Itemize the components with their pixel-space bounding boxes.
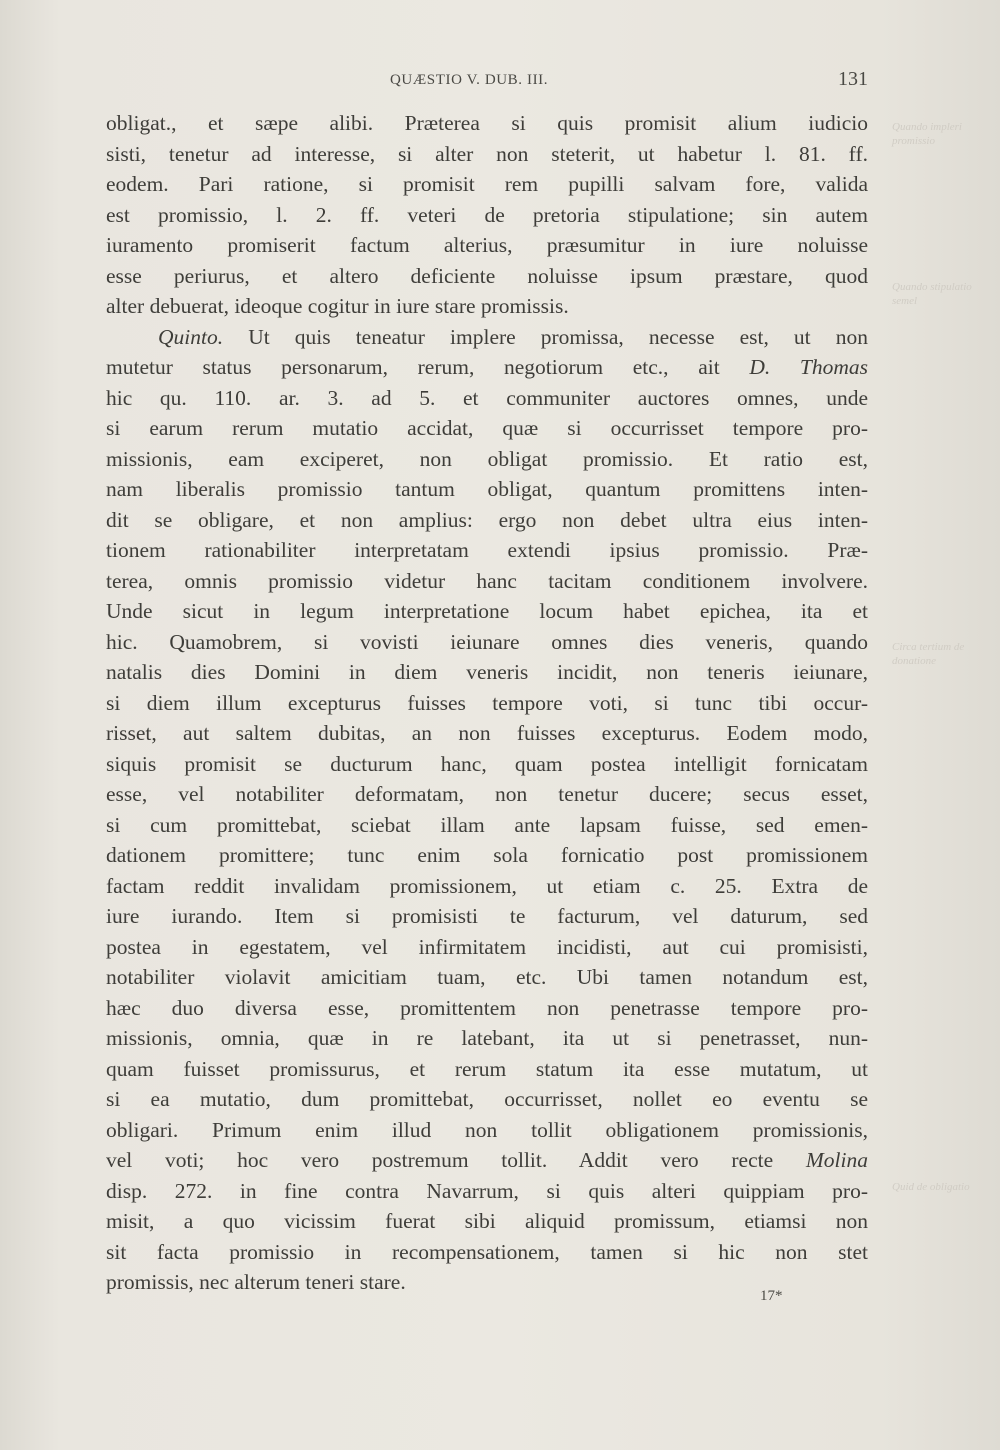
text-segment: sit facta promissio in recompensationem, tamen si hic non stet [106,1239,868,1264]
text-segment: Unde sicut in legum interpretatione locum habet epichea, ita et [106,599,868,623]
text-segment: si earum rerum mutatio accidat, quæ si occurrisset tempore pro- [106,416,868,440]
text-segment: tionem rationabiliter interpretatam extendi ipsius promissio. Præ- [106,538,868,562]
body-text [106,108,868,1298]
bleed-through-note: Quando impleri promissio [892,121,962,147]
text-line [106,1237,868,1268]
text-segment: vel voti; hoc vero postremum tollit. Addit vero recte [106,1148,806,1172]
text-segment: promissis, nec alterum teneri stare. [106,1270,406,1294]
text-line [106,993,868,1024]
text-line [106,1267,868,1298]
text-line [106,383,868,414]
text-segment: esse, vel notabiliter deformatam, non tenetur ducere; secus esset, [106,782,868,806]
text-line [106,596,868,627]
text-segment: Ut quis teneatur implere promissa, necesse est, ut non [223,324,868,349]
signature-mark: 17* [760,1288,783,1304]
text-line [106,444,868,475]
text-segment: missionis, omnia, quæ in re latebant, ita ut si penetrasset, nun- [106,1026,868,1050]
text-segment: mutetur status personarum, rerum, negotiorum etc., ait [106,355,750,379]
italic-reference: Quinto. [158,324,224,349]
text-segment: misit, a quo vicissim fuerat sibi aliquid promissum, etiamsi non [106,1209,868,1233]
text-segment: alter debuerat, ideoque cogitur in iure stare promissis. [106,294,569,318]
text-line [106,413,868,444]
bleed-through-note: Quid de obligatio [892,1181,970,1193]
text-line [106,932,868,963]
text-line [106,871,868,902]
text-line [106,1023,868,1054]
text-segment: quam fuisset promissurus, et rerum statum ita esse mutatum, ut [106,1056,868,1081]
italic-reference: Molina [805,1148,868,1172]
text-segment: sisti, tenetur ad interesse, si alter non steterit, ut habetur l. 81. ff. [106,141,868,166]
text-segment: terea, omnis promissio videtur hanc tacitam conditionem involvere. [106,568,868,593]
text-line [106,1145,868,1176]
text-line [106,627,868,658]
running-head: QUÆSTIO V. DUB. III. [390,72,549,88]
bleed-through-note: Circa tertium de donatione [892,641,965,667]
text-line [106,169,868,200]
text-segment: est promissio, l. 2. ff. veteri de pretoria stipulatione; sin autem [106,202,868,227]
text-segment: obligari. Primum enim illud non tollit obligationem promissionis, [106,1117,868,1142]
text-line [106,505,868,536]
text-segment: postea in egestatem, vel infirmitatem incidisti, aut cui promisisti, [106,934,868,959]
text-segment: eodem. Pari ratione, si promisit rem pupilli salvam fore, valida [106,172,868,196]
text-segment: siquis promisit se ducturum hanc, quam postea intelligit fornicatam [106,751,868,776]
text-line [106,810,868,841]
text-line [106,352,868,383]
text-line [106,474,868,505]
text-line [106,261,868,292]
text-segment: hic. Quamobrem, si vovisti ieiunare omnes dies veneris, quando [106,629,868,654]
text-line [106,657,868,688]
text-line [106,322,868,353]
text-line [106,749,868,780]
text-segment: factam reddit invalidam promissionem, ut etiam c. 25. Extra de [106,873,868,898]
text-line [106,1176,868,1207]
text-segment: si ea mutatio, dum promittebat, occurrisset, nollet eo eventu se [106,1087,868,1111]
text-segment: disp. 272. in fine contra Navarrum, si quis alteri quippiam pro- [106,1178,868,1203]
page-number: 131 [838,68,868,90]
text-line [106,291,868,322]
text-line [106,108,868,139]
text-segment: hæc duo diversa esse, promittentem non penetrasse tempore pro- [106,995,868,1020]
text-line [106,566,868,597]
text-segment: esse periurus, et altero deficiente noluisse ipsum præstare, quod [106,263,868,288]
text-line [106,200,868,231]
text-segment: iuramento promiserit factum alterius, præsumitur in iure noluisse [106,233,868,257]
text-segment: nam liberalis promissio tantum obligat, quantum promittens inten- [106,477,868,501]
text-line [106,139,868,170]
text-segment: hic qu. 110. ar. 3. ad 5. et communiter auctores omnes, unde [106,385,868,410]
text-line [106,1115,868,1146]
text-segment: risset, aut saltem dubitas, an non fuisses excepturus. Eodem modo, [106,721,868,745]
text-line [106,840,868,871]
page-header [0,68,1000,98]
text-line [106,1084,868,1115]
text-segment: obligat., et sæpe alibi. Præterea si quis promisit alium iudicio [106,111,868,135]
text-line [106,779,868,810]
text-segment: iure iurando. Item si promisisti te facturum, vel daturum, sed [106,904,868,928]
text-segment: missionis, eam exciperet, non obligat promissio. Et ratio est, [106,446,868,471]
text-segment: notabiliter violavit amicitiam tuam, etc. Ubi tamen notandum est, [106,965,868,989]
text-line [106,1206,868,1237]
text-line [106,901,868,932]
italic-reference: D. Thomas [749,355,868,379]
text-line [106,962,868,993]
text-segment: dit se obligare, et non amplius: ergo non debet ultra eius inten- [106,507,868,532]
text-line [106,718,868,749]
text-line [106,1054,868,1085]
text-line [106,535,868,566]
text-line [106,688,868,719]
text-segment: si diem illum excepturus fuisses tempore voti, si tunc tibi occur- [106,690,868,715]
text-line [106,230,868,261]
bleed-through-note: Quando stipulatio semel [892,281,972,307]
text-segment: dationem promittere; tunc enim sola fornicatio post promissionem [106,843,868,867]
text-segment: si cum promittebat, sciebat illam ante lapsam fuisse, sed emen- [106,812,868,837]
text-segment: natalis dies Domini in diem veneris incidit, non teneris ieiunare, [106,660,868,684]
